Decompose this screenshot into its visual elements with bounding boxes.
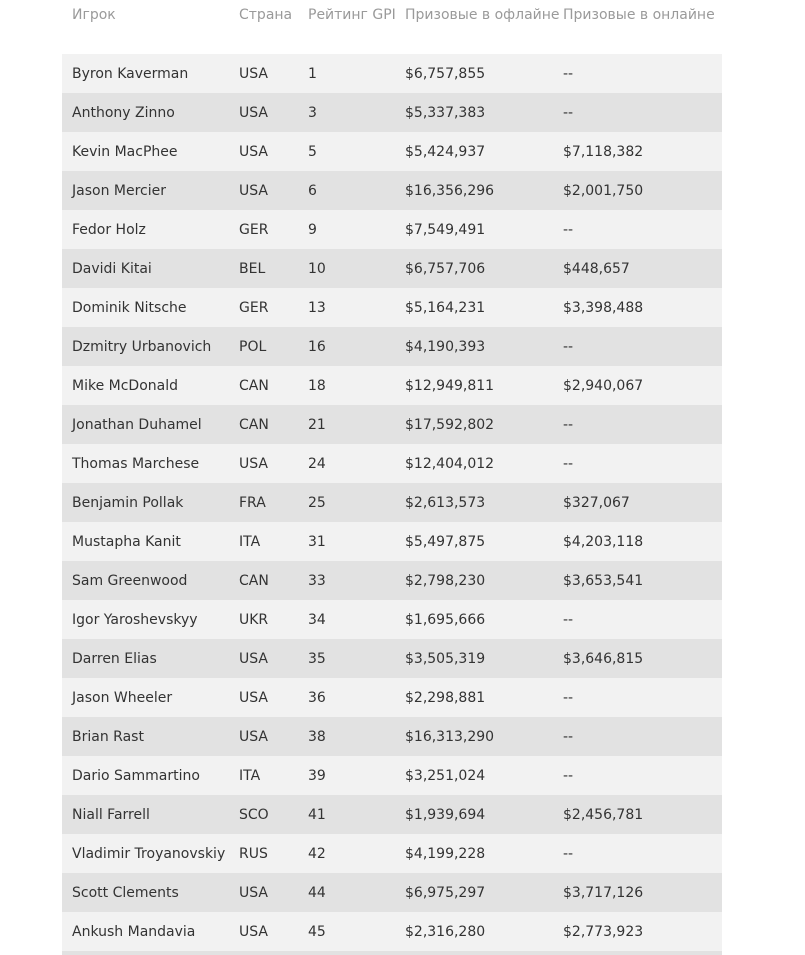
cell-country: UKR	[239, 600, 308, 639]
cell-player: Jason Wheeler	[62, 678, 239, 717]
cell-player: Anthony Zinno	[62, 93, 239, 132]
cell-country: GER	[239, 288, 308, 327]
cell-offline-prize: $12,949,811	[405, 366, 563, 405]
table-row	[62, 210, 722, 249]
cell-country: CAN	[239, 366, 308, 405]
cell-player: Ankush Mandavia	[62, 912, 239, 951]
table-row	[62, 327, 722, 366]
cell-online-prize: --	[563, 210, 722, 249]
cell-gpi-rank: 21	[308, 405, 405, 444]
cell-country: POL	[239, 327, 308, 366]
cell-country: USA	[239, 678, 308, 717]
cell-player: Mustapha Kanit	[62, 522, 239, 561]
table-row	[62, 132, 722, 171]
cell-gpi-rank: 41	[308, 795, 405, 834]
table-row	[62, 54, 722, 93]
cell-offline-prize: $6,757,706	[405, 249, 563, 288]
cell-gpi-rank: 10	[308, 249, 405, 288]
cell-offline-prize: $5,497,875	[405, 522, 563, 561]
cell-gpi-rank: 42	[308, 834, 405, 873]
cell-online-prize: $2,001,750	[563, 171, 722, 210]
cell-country: GER	[239, 210, 308, 249]
table-body	[62, 54, 722, 951]
cell-player: Thomas Marchese	[62, 444, 239, 483]
cell-player: Kevin MacPhee	[62, 132, 239, 171]
cell-online-prize: $2,456,781	[563, 795, 722, 834]
cell-offline-prize: $7,549,491	[405, 210, 563, 249]
cell-online-prize: --	[563, 444, 722, 483]
cell-online-prize: --	[563, 327, 722, 366]
table-row	[62, 756, 722, 795]
header-player: Игрок	[62, 0, 239, 54]
cell-player: Darren Elias	[62, 639, 239, 678]
cell-online-prize: --	[563, 600, 722, 639]
table-row	[62, 249, 722, 288]
cell-offline-prize: $17,592,802	[405, 405, 563, 444]
cell-gpi-rank: 9	[308, 210, 405, 249]
table-row	[62, 678, 722, 717]
cell-player: Jonathan Duhamel	[62, 405, 239, 444]
cell-gpi-rank: 16	[308, 327, 405, 366]
cell-gpi-rank: 1	[308, 54, 405, 93]
cell-offline-prize: $2,613,573	[405, 483, 563, 522]
header-gpi-rank: Рейтинг GPI	[308, 0, 405, 54]
cell-offline-prize: $5,424,937	[405, 132, 563, 171]
cell-online-prize: --	[563, 405, 722, 444]
cell-gpi-rank: 31	[308, 522, 405, 561]
cell-offline-prize: $4,190,393	[405, 327, 563, 366]
cell-offline-prize: $6,757,855	[405, 54, 563, 93]
cell-country: ITA	[239, 522, 308, 561]
cell-online-prize: $3,646,815	[563, 639, 722, 678]
cell-country: USA	[239, 132, 308, 171]
cell-player: Brian Rast	[62, 717, 239, 756]
table-row	[62, 171, 722, 210]
cell-online-prize: $2,773,923	[563, 912, 722, 951]
cell-offline-prize: $1,939,694	[405, 795, 563, 834]
table-row	[62, 717, 722, 756]
cell-online-prize: $327,067	[563, 483, 722, 522]
cell-player: Byron Kaverman	[62, 54, 239, 93]
cell-player: Dzmitry Urbanovich	[62, 327, 239, 366]
cell-country: USA	[239, 717, 308, 756]
cell-player: Scott Clements	[62, 873, 239, 912]
cell-offline-prize: $2,298,881	[405, 678, 563, 717]
cell-gpi-rank: 38	[308, 717, 405, 756]
cell-country: BEL	[239, 249, 308, 288]
cell-player: Jason Mercier	[62, 171, 239, 210]
cell-offline-prize: $5,164,231	[405, 288, 563, 327]
cell-online-prize: --	[563, 54, 722, 93]
cell-country: SCO	[239, 795, 308, 834]
cell-online-prize: $3,717,126	[563, 873, 722, 912]
cell-offline-prize: $2,798,230	[405, 561, 563, 600]
cell-gpi-rank: 39	[308, 756, 405, 795]
cell-gpi-rank: 36	[308, 678, 405, 717]
cell-offline-prize: $3,251,024	[405, 756, 563, 795]
table-row	[62, 561, 722, 600]
table-row	[62, 600, 722, 639]
cell-offline-prize: $12,404,012	[405, 444, 563, 483]
cell-offline-prize: $16,356,296	[405, 171, 563, 210]
cell-online-prize: $7,118,382	[563, 132, 722, 171]
header-online-prize: Призовые в онлайне	[563, 0, 722, 54]
cell-gpi-rank: 3	[308, 93, 405, 132]
table-header	[62, 0, 722, 54]
cell-player: Benjamin Pollak	[62, 483, 239, 522]
cell-online-prize: $4,203,118	[563, 522, 722, 561]
cell-online-prize: $2,940,067	[563, 366, 722, 405]
cell-gpi-rank: 44	[308, 873, 405, 912]
cell-player: Fedor Holz	[62, 210, 239, 249]
cell-country: ITA	[239, 756, 308, 795]
cell-country: USA	[239, 93, 308, 132]
cell-offline-prize: $16,313,290	[405, 717, 563, 756]
cell-offline-prize: $6,975,297	[405, 873, 563, 912]
table-row	[62, 834, 722, 873]
header-country: Страна	[239, 0, 308, 54]
table-row	[62, 288, 722, 327]
table-row	[62, 912, 722, 951]
table-row	[62, 639, 722, 678]
table-row	[62, 405, 722, 444]
cell-online-prize: $3,398,488	[563, 288, 722, 327]
cell-country: USA	[239, 54, 308, 93]
cell-gpi-rank: 5	[308, 132, 405, 171]
cell-country: USA	[239, 873, 308, 912]
table-row	[62, 483, 722, 522]
cell-gpi-rank: 33	[308, 561, 405, 600]
cell-player: Vladimir Troyanovskiy	[62, 834, 239, 873]
cell-country: USA	[239, 912, 308, 951]
cell-online-prize: --	[563, 93, 722, 132]
cell-online-prize: --	[563, 756, 722, 795]
cell-offline-prize: $4,199,228	[405, 834, 563, 873]
cell-country: RUS	[239, 834, 308, 873]
cell-online-prize: --	[563, 834, 722, 873]
cell-country: FRA	[239, 483, 308, 522]
header-row	[62, 0, 722, 54]
cell-player: Sam Greenwood	[62, 561, 239, 600]
cell-player: Mike McDonald	[62, 366, 239, 405]
gpi-prize-table	[62, 0, 722, 951]
cell-online-prize: --	[563, 717, 722, 756]
cell-online-prize: $448,657	[563, 249, 722, 288]
table-row	[62, 366, 722, 405]
cell-offline-prize: $5,337,383	[405, 93, 563, 132]
cell-gpi-rank: 34	[308, 600, 405, 639]
cell-player: Dario Sammartino	[62, 756, 239, 795]
cell-country: CAN	[239, 405, 308, 444]
table-row	[62, 93, 722, 132]
gpi-prize-table-container	[62, 0, 722, 955]
cell-online-prize: --	[563, 678, 722, 717]
cell-gpi-rank: 13	[308, 288, 405, 327]
cell-country: CAN	[239, 561, 308, 600]
cell-player: Davidi Kitai	[62, 249, 239, 288]
table-bottom-edge	[62, 951, 722, 955]
cell-gpi-rank: 18	[308, 366, 405, 405]
cell-gpi-rank: 24	[308, 444, 405, 483]
table-row	[62, 444, 722, 483]
cell-gpi-rank: 45	[308, 912, 405, 951]
table-row	[62, 795, 722, 834]
cell-offline-prize: $1,695,666	[405, 600, 563, 639]
cell-country: USA	[239, 171, 308, 210]
cell-player: Dominik Nitsche	[62, 288, 239, 327]
cell-country: USA	[239, 444, 308, 483]
header-offline-prize: Призовые в офлайне	[405, 0, 563, 54]
cell-country: USA	[239, 639, 308, 678]
cell-gpi-rank: 6	[308, 171, 405, 210]
table-row	[62, 522, 722, 561]
cell-online-prize: $3,653,541	[563, 561, 722, 600]
cell-gpi-rank: 35	[308, 639, 405, 678]
table-row	[62, 873, 722, 912]
cell-offline-prize: $3,505,319	[405, 639, 563, 678]
cell-player: Igor Yaroshevskyy	[62, 600, 239, 639]
cell-player: Niall Farrell	[62, 795, 239, 834]
cell-gpi-rank: 25	[308, 483, 405, 522]
cell-offline-prize: $2,316,280	[405, 912, 563, 951]
